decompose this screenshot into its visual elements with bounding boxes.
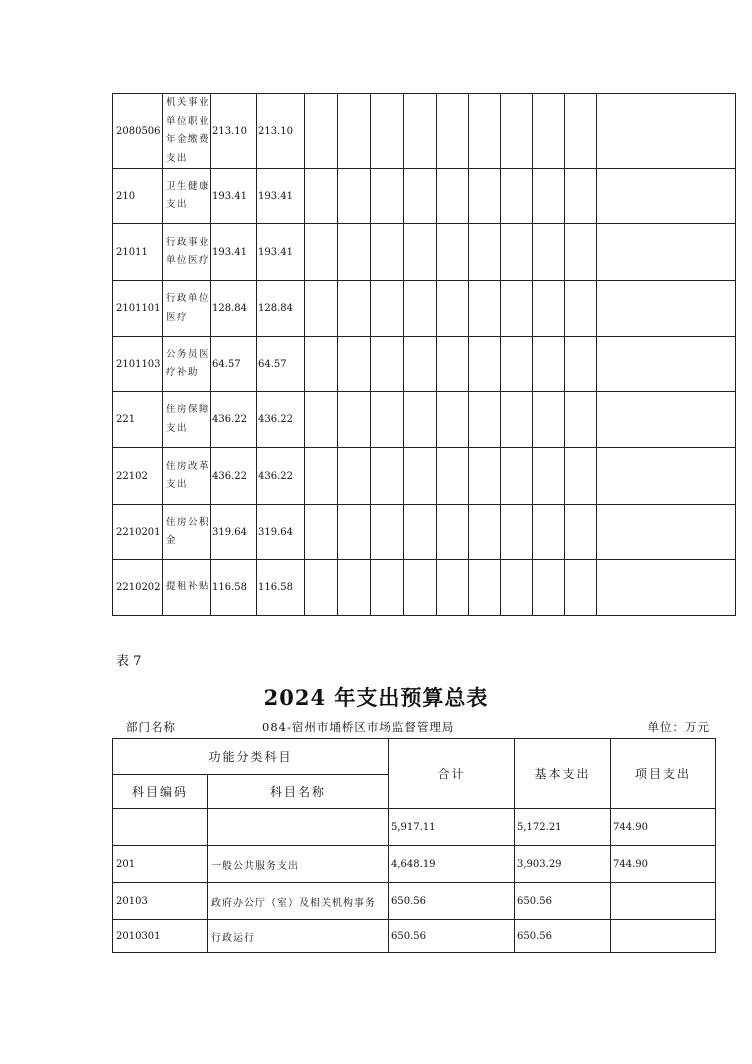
item-name: 政府办公厅（室）及相关机构事务 <box>208 883 389 920</box>
item-code: 20103 <box>113 883 208 920</box>
empty-cell <box>404 392 437 448</box>
item-code: 2101103 <box>113 337 163 392</box>
empty-cell <box>533 448 565 505</box>
empty-cell <box>565 169 597 224</box>
table-row <box>113 337 736 392</box>
item-code: 2101101 <box>113 281 163 337</box>
expenditure-summary-table <box>112 738 716 953</box>
item-code: 2080506 <box>113 94 163 169</box>
empty-cell <box>501 505 533 560</box>
empty-cell <box>371 448 404 505</box>
empty-cell <box>371 281 404 337</box>
empty-cell <box>305 560 338 616</box>
budget-detail-table <box>112 93 736 616</box>
item-total: 650.56 <box>389 883 515 920</box>
table-row <box>113 560 736 616</box>
item-name <box>208 809 389 846</box>
item-basic: 5,172.21 <box>515 809 611 846</box>
empty-cell <box>404 94 437 169</box>
empty-cell <box>371 169 404 224</box>
header-row <box>113 739 716 775</box>
item-code: 22102 <box>113 448 163 505</box>
header-code: 科目编码 <box>113 775 208 809</box>
item-total: 436.22 <box>211 448 257 505</box>
empty-cell <box>371 560 404 616</box>
empty-cell <box>597 337 736 392</box>
empty-cell <box>437 281 469 337</box>
empty-cell <box>565 448 597 505</box>
empty-cell <box>371 337 404 392</box>
empty-cell <box>565 560 597 616</box>
item-code: 2210202 <box>113 560 163 616</box>
empty-cell <box>404 560 437 616</box>
empty-cell <box>565 94 597 169</box>
item-name: 住房保障支出 <box>163 392 211 448</box>
empty-cell <box>469 94 501 169</box>
empty-cell <box>597 224 736 281</box>
item-total: 213.10 <box>211 94 257 169</box>
item-total: 116.58 <box>211 560 257 616</box>
empty-cell <box>338 560 371 616</box>
header-project: 项目支出 <box>611 739 716 809</box>
empty-cell <box>469 337 501 392</box>
empty-cell <box>501 560 533 616</box>
table-row <box>113 392 736 448</box>
empty-cell <box>338 94 371 169</box>
header-function-category: 功能分类科目 <box>113 739 389 775</box>
empty-cell <box>437 337 469 392</box>
empty-cell <box>597 560 736 616</box>
empty-cell <box>533 281 565 337</box>
item-code: 2010301 <box>113 920 208 953</box>
item-total: 650.56 <box>389 920 515 953</box>
empty-cell <box>565 224 597 281</box>
item-name: 提租补贴 <box>163 560 211 616</box>
empty-cell <box>338 448 371 505</box>
item-total: 4,648.19 <box>389 846 515 883</box>
item-name: 住房改革支出 <box>163 448 211 505</box>
empty-cell <box>597 505 736 560</box>
empty-cell <box>404 281 437 337</box>
empty-cell <box>501 224 533 281</box>
empty-cell <box>469 281 501 337</box>
empty-cell <box>305 281 338 337</box>
item-name: 行政单位医疗 <box>163 281 211 337</box>
item-project <box>611 920 716 953</box>
table-label: 表 7 <box>116 654 142 669</box>
empty-cell <box>404 505 437 560</box>
empty-cell <box>597 169 736 224</box>
empty-cell <box>501 392 533 448</box>
table-row <box>113 448 736 505</box>
item-name: 住房公积金 <box>163 505 211 560</box>
page-title: 2024 年支出预算总表 <box>263 685 489 710</box>
empty-cell <box>597 94 736 169</box>
empty-cell <box>437 169 469 224</box>
table-row <box>113 846 716 883</box>
empty-cell <box>533 224 565 281</box>
empty-cell <box>533 169 565 224</box>
empty-cell <box>533 505 565 560</box>
empty-cell <box>565 392 597 448</box>
item-basic: 64.57 <box>257 337 305 392</box>
empty-cell <box>501 94 533 169</box>
empty-cell <box>565 505 597 560</box>
empty-cell <box>338 505 371 560</box>
empty-cell <box>437 224 469 281</box>
empty-cell <box>305 169 338 224</box>
item-name: 行政运行 <box>208 920 389 953</box>
empty-cell <box>305 337 338 392</box>
empty-cell <box>501 448 533 505</box>
item-total: 436.22 <box>211 392 257 448</box>
empty-cell <box>371 505 404 560</box>
item-project: 744.90 <box>611 809 716 846</box>
empty-cell <box>597 392 736 448</box>
item-basic: 650.56 <box>515 920 611 953</box>
item-total: 193.41 <box>211 224 257 281</box>
item-basic: 128.84 <box>257 281 305 337</box>
empty-cell <box>305 505 338 560</box>
empty-cell <box>597 448 736 505</box>
table-row <box>113 281 736 337</box>
table-row <box>113 809 716 846</box>
item-total: 5,917.11 <box>389 809 515 846</box>
empty-cell <box>565 337 597 392</box>
empty-cell <box>371 224 404 281</box>
empty-cell <box>404 448 437 505</box>
empty-cell <box>338 281 371 337</box>
empty-cell <box>469 169 501 224</box>
empty-cell <box>404 224 437 281</box>
empty-cell <box>305 448 338 505</box>
empty-cell <box>305 392 338 448</box>
empty-cell <box>469 448 501 505</box>
header-basic: 基本支出 <box>515 739 611 809</box>
item-name: 行政事业单位医疗 <box>163 224 211 281</box>
empty-cell <box>305 94 338 169</box>
item-project: 744.90 <box>611 846 716 883</box>
item-basic: 213.10 <box>257 94 305 169</box>
item-name: 一般公共服务支出 <box>208 846 389 883</box>
empty-cell <box>437 505 469 560</box>
table-row <box>113 920 716 953</box>
empty-cell <box>469 560 501 616</box>
empty-cell <box>437 392 469 448</box>
table-row <box>113 94 736 169</box>
empty-cell <box>469 224 501 281</box>
empty-cell <box>338 392 371 448</box>
header-name: 科目名称 <box>208 775 389 809</box>
item-total: 193.41 <box>211 169 257 224</box>
item-code: 21011 <box>113 224 163 281</box>
item-code: 201 <box>113 846 208 883</box>
item-total: 64.57 <box>211 337 257 392</box>
empty-cell <box>437 560 469 616</box>
empty-cell <box>533 392 565 448</box>
empty-cell <box>338 169 371 224</box>
empty-cell <box>469 392 501 448</box>
item-name: 公务员医疗补助 <box>163 337 211 392</box>
table-row <box>113 169 736 224</box>
item-project <box>611 883 716 920</box>
dept-name: 084-宿州市埇桥区市场监督管理局 <box>262 720 455 734</box>
empty-cell <box>597 281 736 337</box>
item-name: 卫生健康支出 <box>163 169 211 224</box>
empty-cell <box>338 337 371 392</box>
item-code <box>113 809 208 846</box>
empty-cell <box>533 560 565 616</box>
item-name: 机关事业单位职业年金缴费支出 <box>163 94 211 169</box>
item-code: 2210201 <box>113 505 163 560</box>
item-basic: 116.58 <box>257 560 305 616</box>
empty-cell <box>469 505 501 560</box>
table-row <box>113 505 736 560</box>
empty-cell <box>437 94 469 169</box>
item-code: 221 <box>113 392 163 448</box>
empty-cell <box>404 169 437 224</box>
header-total: 合计 <box>389 739 515 809</box>
empty-cell <box>501 337 533 392</box>
item-total: 128.84 <box>211 281 257 337</box>
item-basic: 319.64 <box>257 505 305 560</box>
empty-cell <box>437 448 469 505</box>
dept-label: 部门名称 <box>126 720 176 734</box>
item-basic: 436.22 <box>257 392 305 448</box>
empty-cell <box>305 224 338 281</box>
item-basic: 3,903.29 <box>515 846 611 883</box>
table-row <box>113 883 716 920</box>
item-basic: 193.41 <box>257 224 305 281</box>
empty-cell <box>338 224 371 281</box>
item-basic: 436.22 <box>257 448 305 505</box>
item-basic: 193.41 <box>257 169 305 224</box>
empty-cell <box>533 94 565 169</box>
item-total: 319.64 <box>211 505 257 560</box>
table-row <box>113 224 736 281</box>
empty-cell <box>501 281 533 337</box>
empty-cell <box>533 337 565 392</box>
unit-label: 单位：万元 <box>647 720 710 734</box>
empty-cell <box>371 94 404 169</box>
empty-cell <box>404 337 437 392</box>
empty-cell <box>501 169 533 224</box>
empty-cell <box>565 281 597 337</box>
item-code: 210 <box>113 169 163 224</box>
empty-cell <box>371 392 404 448</box>
item-basic: 650.56 <box>515 883 611 920</box>
